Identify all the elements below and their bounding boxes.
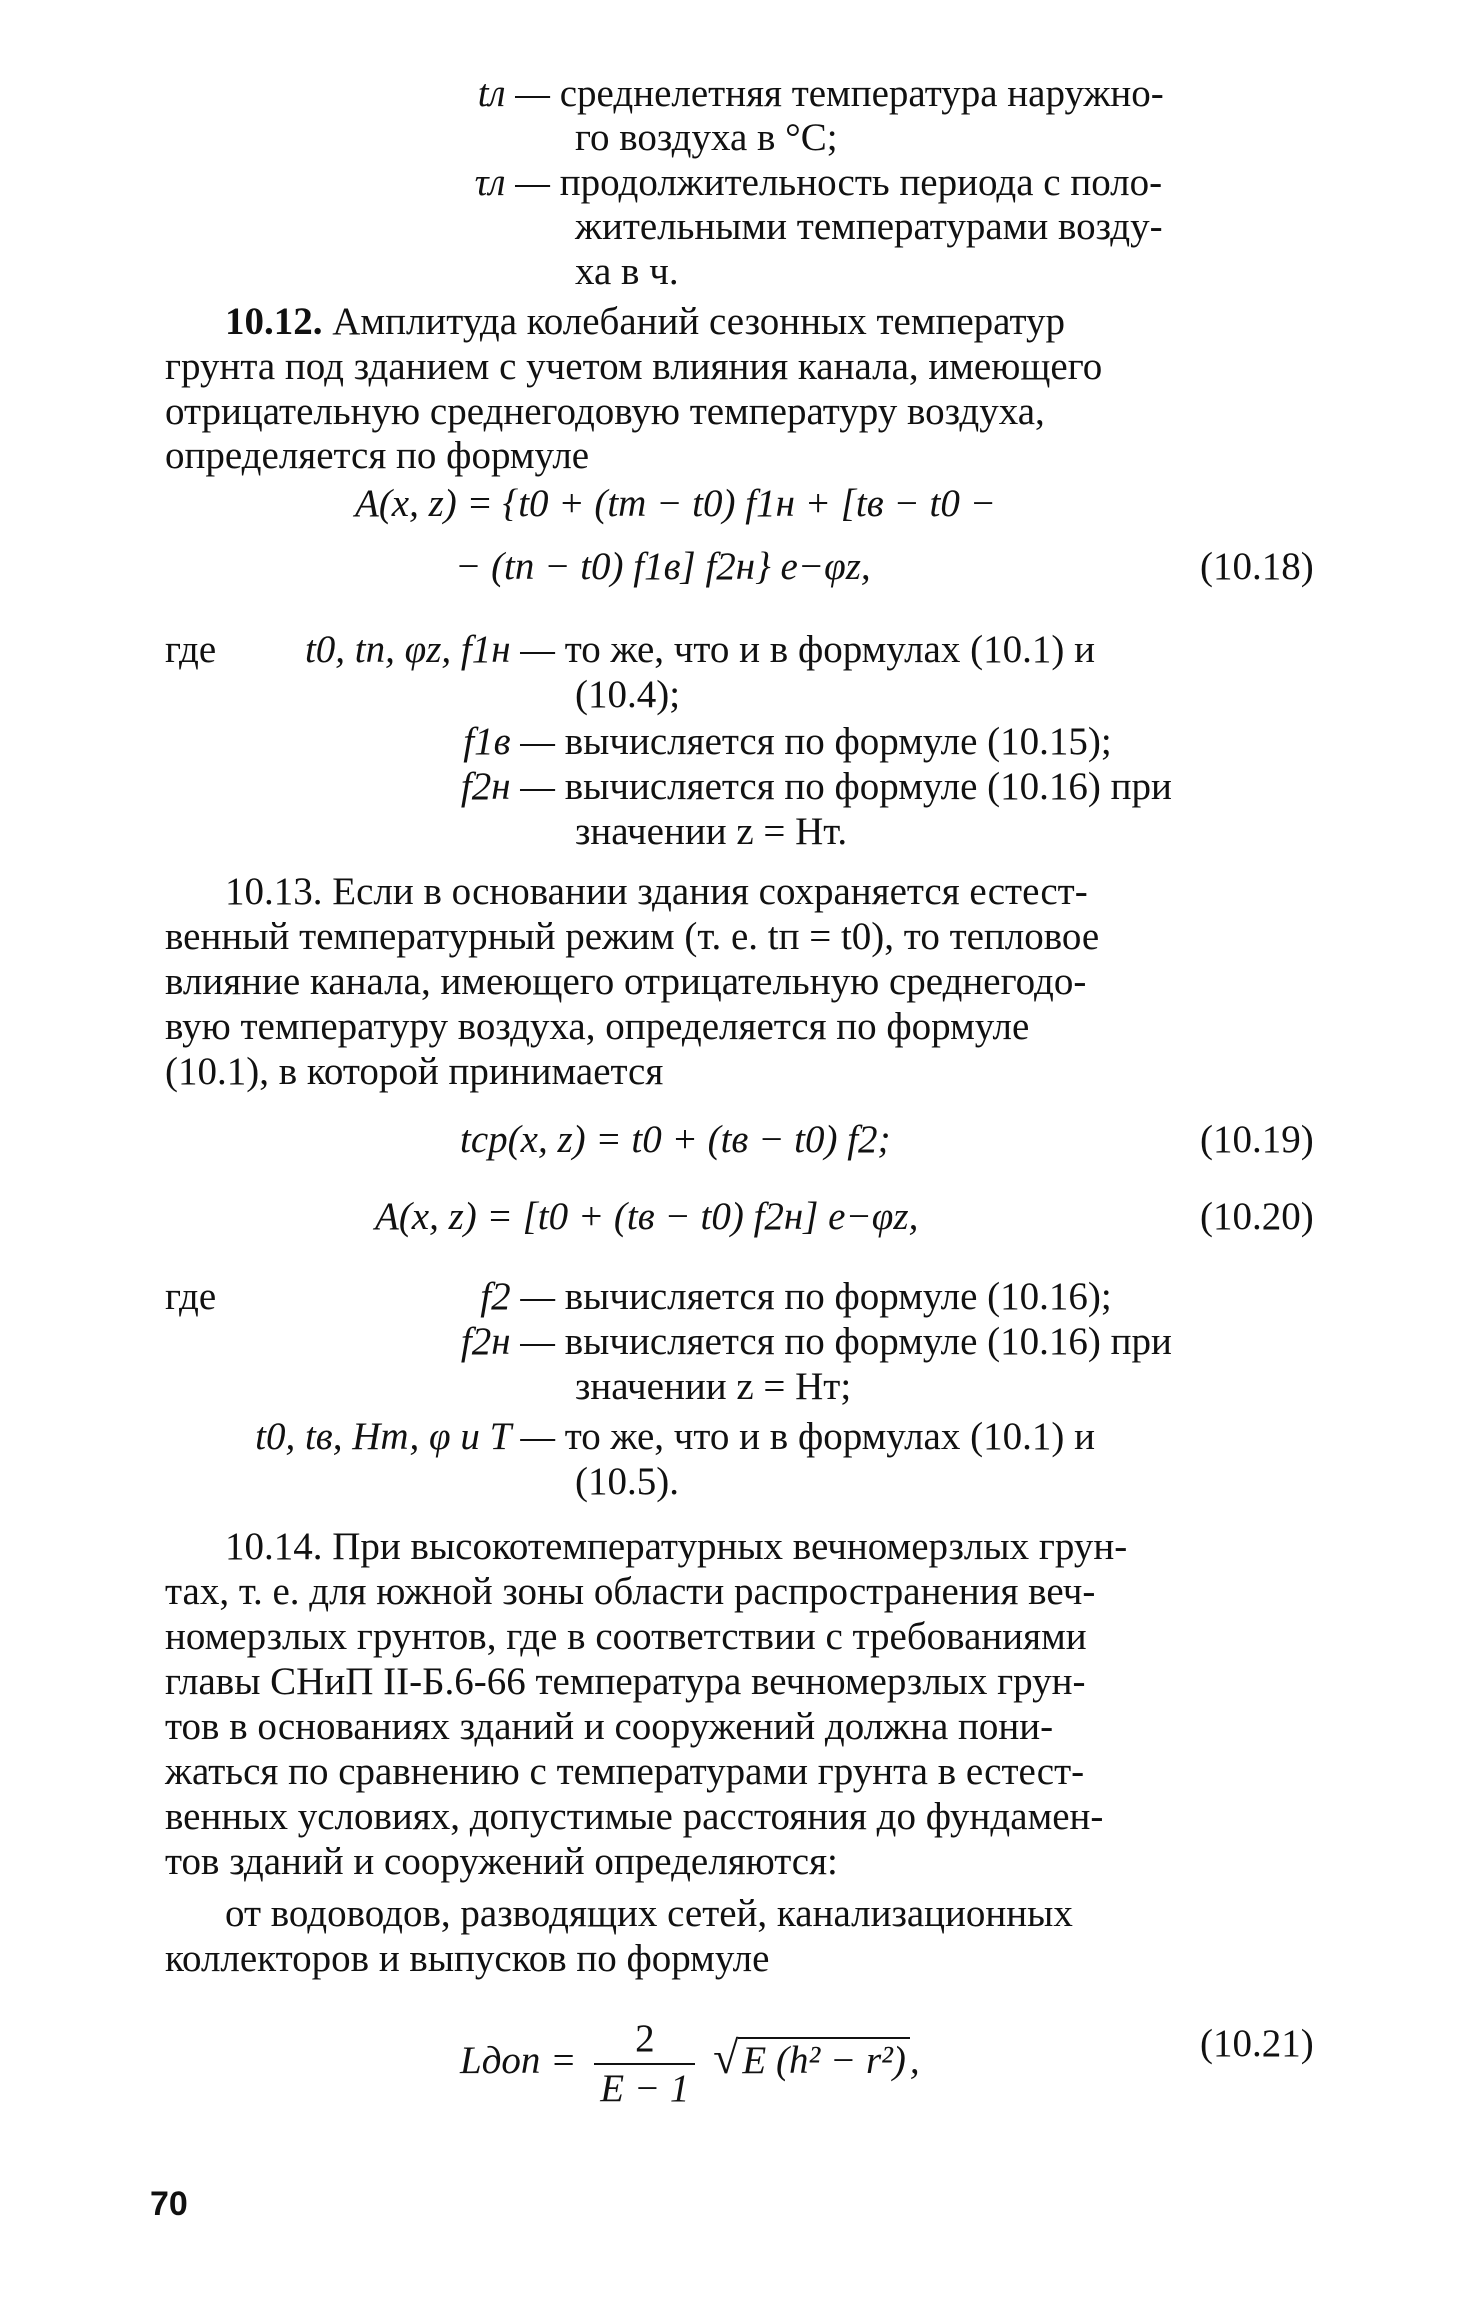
section-number: 10.12.	[225, 300, 323, 343]
def-line	[575, 205, 1163, 249]
paragraph-line: влияние канала, имеющего отрицательную среднегодо-	[165, 960, 1087, 1003]
sqrt-sign-icon: √	[713, 2031, 739, 2083]
paragraph-line: грунта под зданием с учетом влияния канала, имеющего	[165, 345, 1103, 388]
equation-10-18-line1: A(x, z) = {t0 + (tт − t0) f1н + [tв − t0 −	[355, 482, 996, 525]
where-symbol: t0, tп, φz, f1н —	[304, 628, 555, 671]
where-text: вычисляется по формуле (10.16);	[564, 1275, 1112, 1318]
def-line	[470, 161, 1330, 205]
paragraph-line: тов зданий и сооружений определяются:	[165, 1840, 838, 1883]
paragraph-line: тов в основаниях зданий и сооружений должна пони-	[165, 1705, 1054, 1748]
page-number: 70	[150, 2185, 188, 2223]
where-line: значении z = Hт.	[575, 810, 848, 853]
def-text: жительными температурами возду-	[575, 205, 1163, 248]
paragraph-line: определяется по формуле	[165, 434, 590, 477]
def-text: ха в ч.	[575, 250, 679, 293]
where-line	[265, 765, 1172, 809]
def-text: го воздуха в °С;	[575, 116, 838, 159]
where-line: значении z = Hт;	[575, 1365, 852, 1408]
def-symbol: τл —	[474, 161, 550, 204]
equation-lhs: Lдоп =	[460, 2038, 577, 2082]
where-text: вычисляется по формуле (10.15);	[564, 720, 1112, 763]
paragraph-line: вую температуру воздуха, определяется по формуле	[165, 1005, 1030, 1048]
equation-number: (10.18)	[1200, 545, 1314, 588]
sqrt-radicand: E (h² − r²)	[738, 2037, 909, 2082]
where-line	[265, 628, 1095, 672]
where-symbol: f2н —	[460, 1320, 555, 1363]
equation-number: (10.19)	[1200, 1118, 1314, 1161]
where-text: то же, что и в формулах (10.1) и	[564, 1415, 1095, 1458]
paragraph-text: Амплитуда колебаний сезонных температур	[332, 300, 1066, 343]
paragraph-line: номерзлых грунтов, где в соответствии с требованиями	[165, 1615, 1087, 1658]
paragraph-line: (10.1), в которой принимается	[165, 1050, 664, 1093]
paragraph-line: 10.13. Если в основании здания сохраняется естест-	[225, 870, 1088, 913]
equation-10-18-line2: − (tп − t0) f1в] f2н} e−φz,	[455, 545, 871, 588]
equation-tail: ,	[909, 2038, 920, 2082]
where-text: то же, что и в формулах (10.1) и	[564, 628, 1095, 671]
paragraph-line: тах, т. е. для южной зоны области распространения веч-	[165, 1570, 1096, 1613]
def-text: продолжительность периода с поло-	[559, 161, 1163, 204]
fraction	[594, 2015, 695, 2113]
equation-number: (10.21)	[1200, 2022, 1314, 2065]
where-text: вычисляется по формуле (10.16) при	[564, 1320, 1172, 1363]
where-line	[155, 1415, 1095, 1459]
where-label: где	[165, 628, 217, 671]
where-symbol: t0, tв, Hт, φ и T —	[255, 1415, 555, 1458]
where-line	[265, 1320, 1172, 1364]
where-symbol: f2 —	[480, 1275, 555, 1318]
where-symbol: f1в —	[463, 720, 555, 763]
def-line	[575, 250, 679, 294]
where-text: вычисляется по формуле (10.16) при	[564, 765, 1172, 808]
paragraph-line	[225, 300, 1330, 344]
fraction-numerator: 2	[594, 2015, 695, 2065]
equation-10-20: A(x, z) = [t0 + (tв − t0) f2н] e−φz,	[375, 1195, 919, 1238]
where-line	[265, 720, 1112, 764]
equation-10-19: tср(x, z) = t0 + (tв − t0) f2;	[460, 1118, 891, 1161]
paragraph-line: 10.14. При высокотемпературных вечномерзлых грун-	[225, 1525, 1128, 1568]
paragraph-line: венный температурный режим (т. е. tп = t0), то тепловое	[165, 915, 1100, 958]
where-label: где	[165, 1275, 217, 1318]
paragraph-line: венных условиях, допустимые расстояния до фундамен-	[165, 1795, 1104, 1838]
paragraph-line: коллекторов и выпусков по формуле	[165, 1937, 770, 1980]
def-line	[575, 116, 838, 160]
equation-number: (10.20)	[1200, 1195, 1314, 1238]
def-line	[470, 72, 1330, 116]
def-text: среднелетняя температура наружно-	[559, 72, 1164, 115]
paragraph-line: от водоводов, разводящих сетей, канализационных	[225, 1892, 1073, 1935]
paragraph-line: жаться по сравнению с температурами грунта в естест-	[165, 1750, 1085, 1793]
equation-10-21	[460, 2015, 920, 2113]
fraction-denominator: E − 1	[600, 2067, 690, 2110]
def-symbol: tл —	[477, 72, 550, 115]
where-line: (10.5).	[575, 1460, 679, 1503]
where-line: (10.4);	[575, 673, 681, 716]
paragraph-line: отрицательную среднегодовую температуру воздуха,	[165, 390, 1045, 433]
paragraph-line: главы СНиП II-Б.6-66 температура вечномерзлых грун-	[165, 1660, 1086, 1703]
where-line	[265, 1275, 1112, 1319]
where-symbol: f2н —	[460, 765, 555, 808]
